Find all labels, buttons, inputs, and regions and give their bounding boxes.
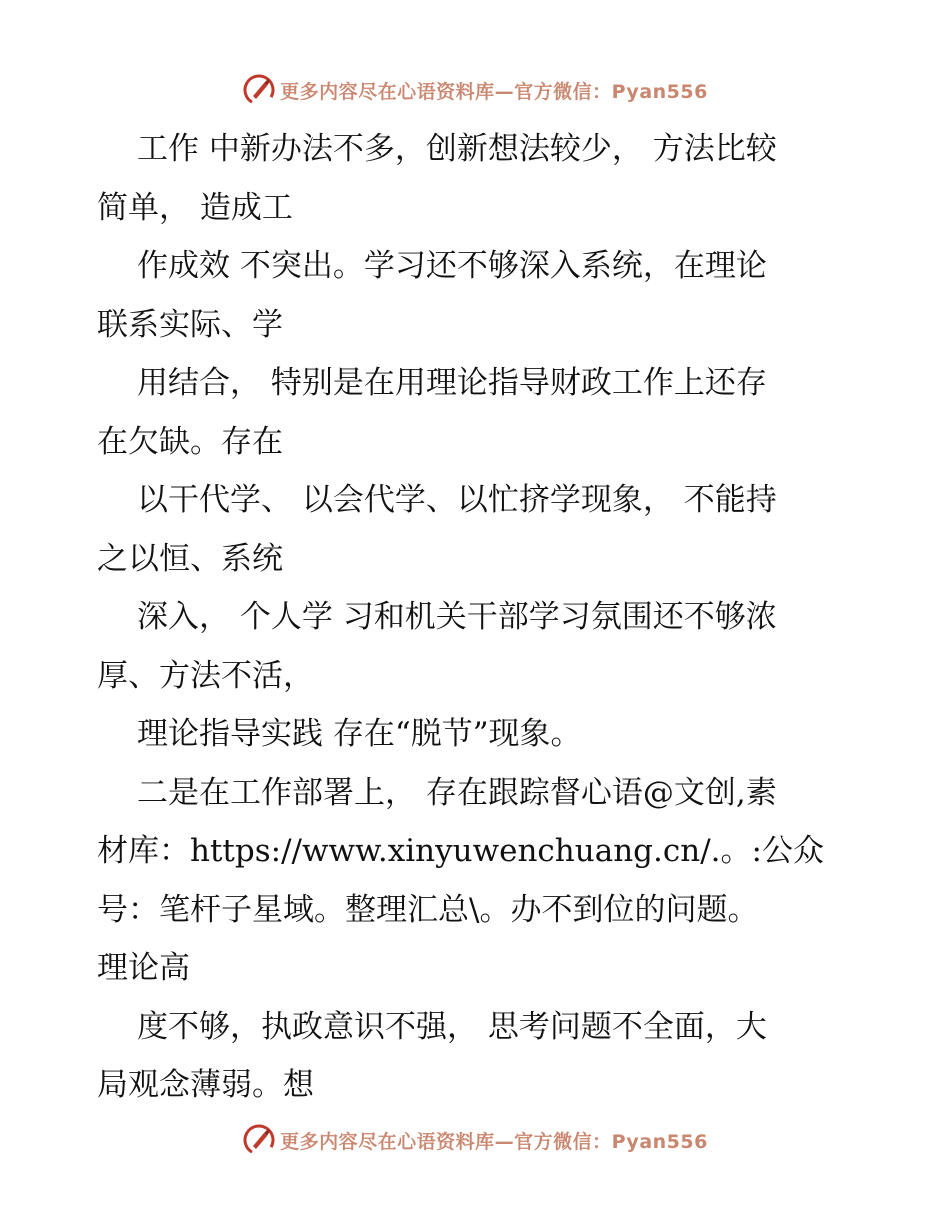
paragraph	[97, 354, 857, 471]
text-line: 材库：https://www.xinyuwenchuang.cn/.。:公众	[97, 833, 824, 869]
text-line: 厚、方法不活，	[97, 657, 314, 694]
paragraph	[97, 237, 857, 354]
pen-logo-icon	[242, 73, 276, 107]
text-line: 简单， 造成工	[97, 189, 293, 226]
text-line: 联系实际、学	[97, 306, 283, 343]
text-line: 度不够，执政意识不强， 思考问题不全面，大	[137, 1008, 767, 1045]
paragraph	[97, 998, 857, 1115]
text-line: 理论高	[97, 950, 190, 986]
paragraph	[97, 705, 857, 764]
text-line: 以干代学、 以会代学、以忙挤学现象， 不能持	[137, 482, 777, 518]
text-line: 理论指导实践 存在“脱节”现象。	[137, 716, 582, 752]
text-line: 工作 中新办法不多，创新想法较少， 方法比较	[137, 131, 777, 167]
text-line: 号：笔杆子星域。整理汇总\。办不到位的问题。	[97, 891, 759, 928]
watermark-text: 更多内容尽在心语资料库—官方微信：Pyan556	[280, 1130, 708, 1153]
text-line: 在欠缺。存在	[97, 423, 283, 460]
paragraph	[97, 120, 857, 237]
paragraph	[97, 588, 857, 705]
paragraph	[97, 764, 857, 998]
text-line: 之以恒、系统	[97, 540, 283, 577]
watermark-text: 更多内容尽在心语资料库—官方微信：Pyan556	[280, 80, 708, 103]
header-watermark	[0, 70, 950, 110]
text-line: 作成效 不突出。学习还不够深入系统，在理论	[137, 248, 767, 284]
text-line: 用结合， 特别是在用理论指导财政工作上还存	[137, 365, 767, 401]
text-line: 局观念薄弱。想	[97, 1067, 314, 1103]
pen-logo-icon	[242, 1123, 276, 1157]
paragraph	[97, 471, 857, 588]
text-line: 二是在工作部署上， 存在跟踪督心语@文创,素	[137, 774, 777, 811]
footer-watermark	[0, 1120, 950, 1160]
document-body	[97, 120, 857, 1115]
text-line: 深入， 个人学 习和机关干部学习氛围还不够浓	[137, 599, 777, 635]
